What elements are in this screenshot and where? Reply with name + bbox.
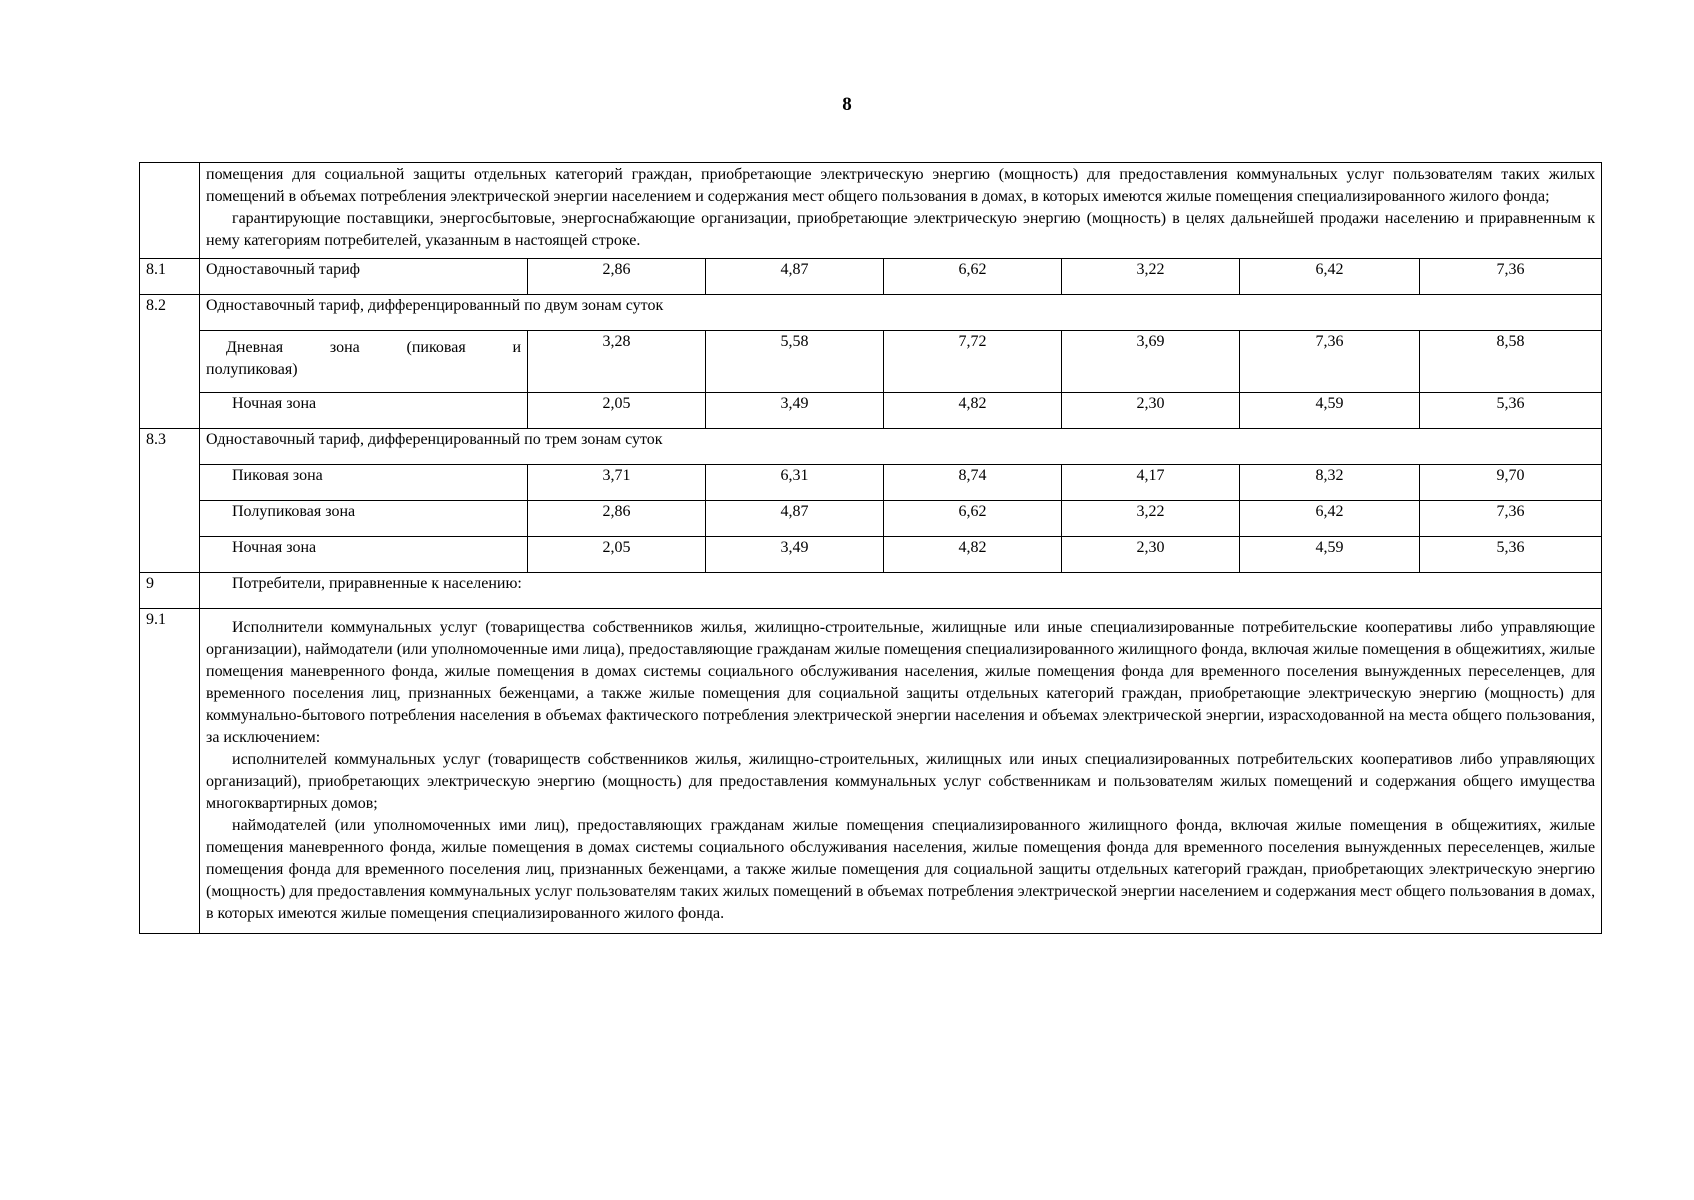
row-label: Ночная зона: [200, 393, 528, 429]
value-cell: 2,05: [528, 537, 706, 573]
value-cell: 9,70: [1420, 465, 1602, 501]
value-cell: 2,86: [528, 501, 706, 537]
row-title: Потребители, приравненные к населению:: [200, 573, 1602, 609]
value-cell: 8,58: [1420, 331, 1602, 393]
label-line: Дневная зона (пиковая и: [226, 339, 521, 356]
table-row-night-zone-3: [140, 537, 1602, 573]
row-title: Одноставочный тариф, дифференцированный по трем зонам суток: [200, 429, 1602, 465]
value-cell: 6,62: [884, 259, 1062, 295]
value-cell: 8,74: [884, 465, 1062, 501]
row-label: Пиковая зона: [200, 465, 528, 501]
row-number: 9.1: [140, 609, 200, 934]
row-label: Ночная зона: [200, 537, 528, 573]
row-number: 8.1: [140, 259, 200, 295]
value-cell: 5,58: [706, 331, 884, 393]
value-cell: 3,22: [1062, 501, 1240, 537]
table-row-semipeak-zone: [140, 501, 1602, 537]
paragraph: гарантирующие поставщики, энергосбытовые, энергоснабжающие организации, приобретающие электрическую энергию (мощность) в целях дальнейшей продажи населению и приравненным к нему категориям потребителей, указанным в настоящей строке.: [206, 210, 1596, 249]
value-cell: 3,71: [528, 465, 706, 501]
value-cell: 4,82: [884, 393, 1062, 429]
value-cell: 3,49: [706, 537, 884, 573]
value-cell: 6,42: [1240, 501, 1420, 537]
table-row-continuation: [140, 163, 1602, 259]
value-cell: 4,87: [706, 259, 884, 295]
page-number: 8: [842, 94, 852, 115]
paragraph: исполнителей коммунальных услуг (товариществ собственников жилья, жилищно-строительных, жилищных или иных специализированных потребительских кооперативов либо управляющих организаций), приобретающих электрическую энергию (мощность) для предоставления коммунальных услуг собственникам и пользователям жилых помещений и содержания общего имущества многоквартирных домов;: [206, 751, 1596, 812]
value-cell: 4,87: [706, 501, 884, 537]
paragraph: помещения для социальной защиты отдельных категорий граждан, приобретающие электрическую энергию (мощность) для предоставления коммунальных услуг пользователям таких жилых помещений в объемах потребления электрической энергии населением и содержания мест общего пользования в домах, в которых имеются жилые помещения специализированного жилого фонда;: [206, 166, 1596, 205]
table-row-9: [140, 573, 1602, 609]
value-cell: 7,72: [884, 331, 1062, 393]
value-cell: 6,31: [706, 465, 884, 501]
value-cell: 4,59: [1240, 393, 1420, 429]
value-cell: 2,30: [1062, 393, 1240, 429]
paragraph: Исполнители коммунальных услуг (товарищества собственников жилья, жилищно-строительные, жилищные или иные специализированные потребительские кооперативы либо управляющие организации), наймодатели (или уполномоченные ими лица), предоставляющие гражданам жилые помещения специализированного жилищного фонда, включая жилые помещения в общежитиях, жилые помещения маневренного фонда, жилые помещения в домах системы социального обслуживания населения, жилые помещения фонда для временного поселения вынужденных переселенцев, для временного поселения лиц, признанных беженцами, а также жилые помещения для социальной защиты отдельных категорий граждан, приобретающие электрическую энергию (мощность) для коммунально-бытового потребления населения в объемах фактического потребления электрической энергии населения и объемах электрической энергии, израсходованной на места общего пользования, за исключением:: [206, 619, 1596, 746]
value-cell: 6,42: [1240, 259, 1420, 295]
value-cell: 3,49: [706, 393, 884, 429]
row-number: 8.3: [140, 429, 200, 573]
value-cell: 6,62: [884, 501, 1062, 537]
value-cell: 8,32: [1240, 465, 1420, 501]
value-cell: 7,36: [1240, 331, 1420, 393]
row-title: Одноставочный тариф, дифференцированный по двум зонам суток: [200, 295, 1602, 331]
value-cell: 5,36: [1420, 393, 1602, 429]
row-text-cell: [200, 609, 1602, 934]
table-row-peak-zone: [140, 465, 1602, 501]
row-label: [200, 331, 528, 393]
label-line: полупиковая): [206, 361, 298, 378]
row-number: 8.2: [140, 295, 200, 429]
value-cell: 2,30: [1062, 537, 1240, 573]
table-row-day-zone: [140, 331, 1602, 393]
value-cell: 2,05: [528, 393, 706, 429]
table-row-8-2: [140, 295, 1602, 331]
value-cell: 4,82: [884, 537, 1062, 573]
value-cell: 7,36: [1420, 501, 1602, 537]
value-cell: 2,86: [528, 259, 706, 295]
row-label: Полупиковая зона: [200, 501, 528, 537]
table-row-8-1: [140, 259, 1602, 295]
value-cell: 4,17: [1062, 465, 1240, 501]
row-label: Одноставочный тариф: [200, 259, 528, 295]
value-cell: 3,69: [1062, 331, 1240, 393]
value-cell: 3,28: [528, 331, 706, 393]
table-row-8-3: [140, 429, 1602, 465]
tariff-table: [139, 162, 1602, 934]
value-cell: 5,36: [1420, 537, 1602, 573]
paragraph: наймодателей (или уполномоченных ими лиц), предоставляющих гражданам жилые помещения специализированного жилищного фонда, включая жилые помещения в общежитиях, жилые помещения маневренного фонда, жилые помещения в домах системы социального обслуживания населения, жилые помещения фонда для временного поселения вынужденных переселенцев, жилые помещения фонда для временного поселения лиц, признанных беженцами, а также жилые помещения для социальной защиты отдельных категорий граждан, приобретающих электрическую энергию (мощность) для предоставления коммунальных услуг пользователям таких жилых помещений в объемах потребления электрической энергии населением и содержания мест общего пользования в домах, в которых имеются жилые помещения специализированного жилого фонда.: [206, 817, 1596, 922]
row-number: 9: [140, 573, 200, 609]
continuation-text-cell: [200, 163, 1602, 259]
value-cell: 4,59: [1240, 537, 1420, 573]
row-number-cell: [140, 163, 200, 259]
value-cell: 3,22: [1062, 259, 1240, 295]
table-row-night-zone: [140, 393, 1602, 429]
table-row-9-1: [140, 609, 1602, 934]
value-cell: 7,36: [1420, 259, 1602, 295]
